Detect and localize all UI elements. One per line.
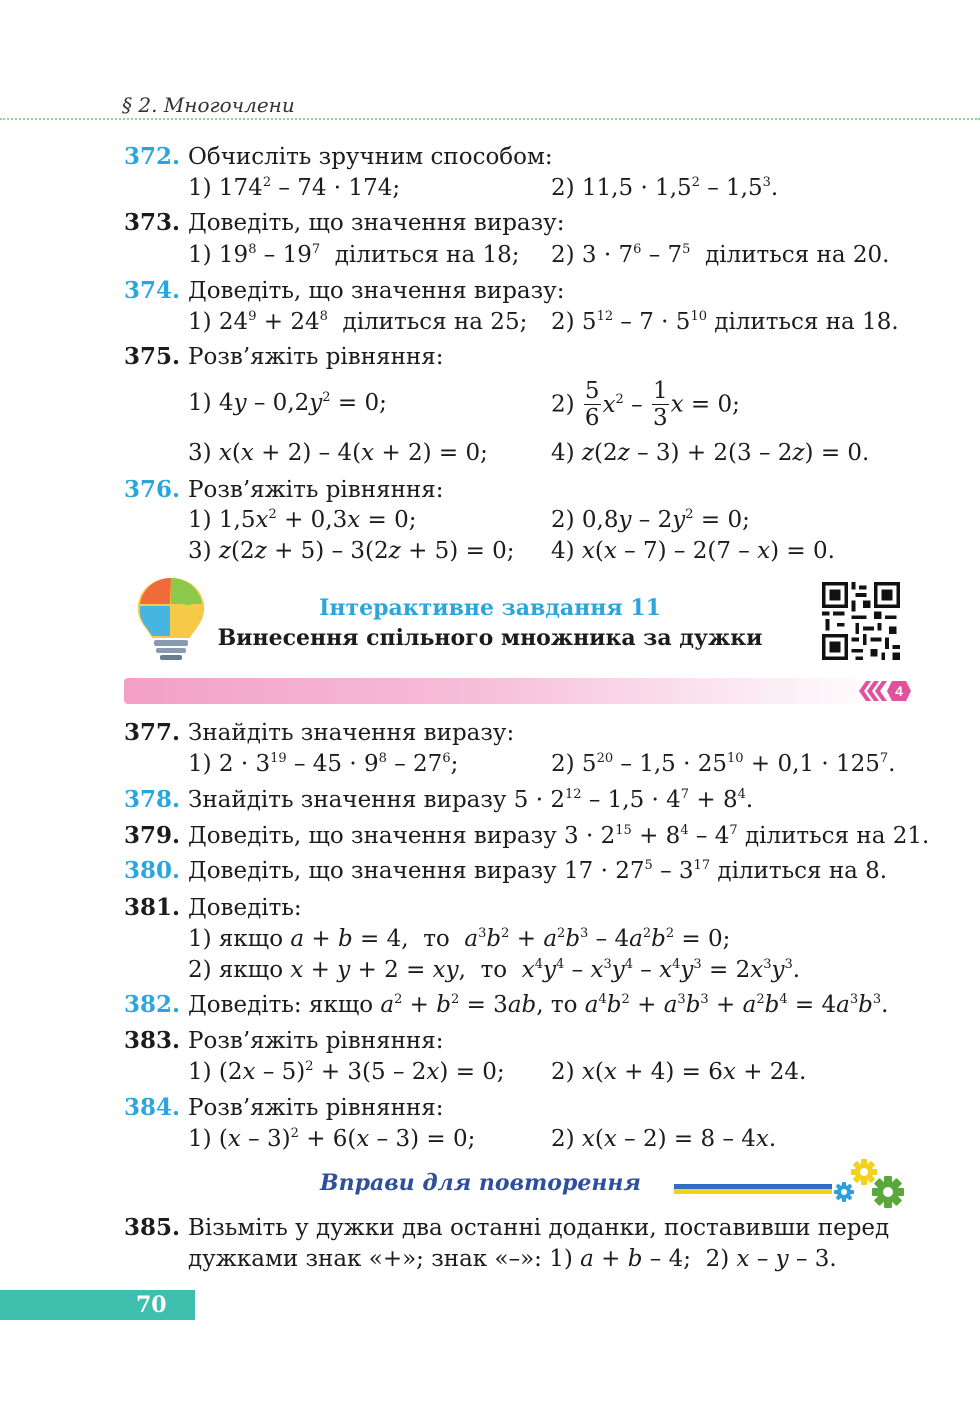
problem-number: 382. [124, 991, 181, 1018]
fraction: $\frac{5}{6}$ [584, 378, 600, 431]
item-3: 3) x(x + 2) – 4(x + 2) = 0; [188, 440, 488, 466]
problem-373-items [0, 240, 980, 270]
item-2: 2) $0,8y - 2y^2 = 0$; [551, 507, 750, 533]
item-1: 1) $24^9 + 24^8$ ділиться на 25; [188, 309, 528, 335]
item-2: 2) $11,5 \cdot 1,5^2 - 1,5^3$. [551, 175, 779, 201]
problem-number: 375. [124, 343, 181, 370]
problem-373 [0, 208, 980, 238]
problem-379 [0, 821, 980, 851]
problem-376 [0, 475, 980, 505]
item-1: 1) $174^2 - 74 \cdot 174$; [188, 175, 401, 201]
problem-number: 376. [124, 476, 181, 503]
problem-text: Доведіть, що значення виразу $17 \cdot 27^5 - 3^{17}$ ділиться на 8. [188, 858, 888, 884]
problem-381 [0, 893, 980, 923]
problem-number: 378. [124, 786, 181, 813]
problem-376-items-b [0, 536, 980, 566]
level-number: 4 [895, 683, 903, 699]
item-1: 1) (2x – 5)$^2$ + 3(5 – 2x) = 0; [188, 1059, 505, 1085]
problem-text: Доведіть, що значення виразу $3 \cdot 2^{15} + 8^4 - 4^7$ ділиться на 21. [188, 823, 930, 849]
problem-number: 381. [124, 894, 181, 921]
item-2: 2) x(x + 4) = 6x + 24. [551, 1059, 807, 1085]
problem-text: Розв’яжіть рівняння: [188, 1095, 444, 1121]
item-4: 4) z(2z – 3) + 2(3 – 2z) = 0. [551, 440, 870, 466]
item-1: 1) $1,5x^2 + 0,3x = 0$; [188, 507, 417, 533]
problem-number: 380. [124, 857, 181, 884]
problem-375 [0, 342, 980, 372]
problem-text: Обчисліть зручним способом: [188, 144, 553, 170]
interactive-task-subtitle: Винесення спільного множника за дужки [217, 625, 763, 651]
problem-number: 373. [124, 209, 181, 236]
problem-number: 372. [124, 143, 181, 170]
problem-text: дужками знак «+»; знак «–»: 1) a + b – 4; 2) x – y – 3. [188, 1246, 837, 1272]
item-1: 1) $2 \cdot 3^{19} - 45 \cdot 9^8 - 27^6$; [188, 751, 459, 777]
problem-380 [0, 856, 980, 886]
item-2: 2) $3 \cdot 7^6 - 7^5$ ділиться на 20. [551, 242, 890, 268]
problem-text: Розв’яжіть рівняння: [188, 1028, 444, 1054]
problem-381-item-1 [0, 924, 980, 954]
page-number: 70 [136, 1292, 167, 1318]
problem-number: 374. [124, 277, 181, 304]
item-2: 2) $5^{20} - 1,5 \cdot 25^{10} + 0,1 \cdot 125^7$. [551, 751, 896, 777]
problem-text: Знайдіть значення виразу $5 \cdot 2^{12} - 1,5 \cdot 4^7 + 8^4$. [188, 787, 754, 813]
problem-372-items [0, 173, 980, 203]
problem-375-items-a [0, 388, 980, 418]
item-2: 2) якщо x + y + 2 = xy, то $x^4y^4 - x^3y^4 - x^4y^3 = 2x^3y^3$. [188, 957, 801, 983]
item-2: 2) $5^{12} - 7 \cdot 5^{10}$ ділиться на 18. [551, 309, 899, 335]
problem-377-items [0, 749, 980, 779]
problem-number: 384. [124, 1094, 181, 1121]
item-1: 1) якщо a + b = 4, то $a^3b^2 + a^2b^3 - 4a^2b^2 = 0$; [188, 926, 731, 952]
problem-number: 383. [124, 1027, 181, 1054]
problem-text: Знайдіть значення виразу: [188, 720, 515, 746]
problem-382 [0, 990, 980, 1020]
problem-384-items [0, 1124, 980, 1154]
problem-381-item-2 [0, 955, 980, 985]
problem-377 [0, 718, 980, 748]
problem-385-line2 [0, 1244, 980, 1274]
running-header: § 2. Многочлени [122, 93, 295, 117]
problem-number: 385. [124, 1214, 181, 1241]
problem-385 [0, 1213, 980, 1243]
item-1: 1) $4y - 0,2y^2 = 0$; [188, 390, 387, 416]
problem-text: Доведіть, що значення виразу: [188, 278, 565, 304]
qr-code-icon[interactable] [820, 582, 902, 660]
problem-383-items [0, 1057, 980, 1087]
interactive-divider-bar [124, 678, 884, 704]
problem-372 [0, 142, 980, 172]
item-2: 2) $\frac{5}{6}$ $x^2$ – $\frac{1}{3}$ x = 0; [551, 378, 740, 431]
item-1: 1) (x – 3)$^2$ + 6(x – 3) = 0; [188, 1126, 476, 1152]
problem-number: 379. [124, 822, 181, 849]
fraction: $\frac{1}{3}$ [652, 378, 668, 431]
problem-text: Розв’яжіть рівняння: [188, 344, 444, 370]
problem-376-items-a [0, 505, 980, 535]
problem-text: Доведіть: [188, 895, 302, 921]
problem-374 [0, 276, 980, 306]
problem-384 [0, 1093, 980, 1123]
item-4: 4) x(x – 7) – 2(7 – x) = 0. [551, 538, 835, 564]
section-heading: Вправи для повторення [320, 1170, 641, 1196]
difficulty-level-badge [856, 680, 912, 702]
item-3: 3) z(2z + 5) – 3(2z + 5) = 0; [188, 538, 515, 564]
problem-text: Доведіть, що значення виразу: [188, 210, 565, 236]
flag-stripe [674, 1184, 832, 1194]
item-2: 2) x(x – 2) = 8 – 4x. [551, 1126, 777, 1152]
problem-383 [0, 1026, 980, 1056]
item-1: 1) $19^8 - 19^7$ ділиться на 18; [188, 242, 520, 268]
problem-text: Доведіть: якщо $a^2 + b^2 = 3ab$, то $a^4b^2 + a^3b^3 + a^2b^4 = 4a^3b^3$. [188, 992, 889, 1018]
problem-text: Розв’яжіть рівняння: [188, 477, 444, 503]
problem-375-items-b [0, 438, 980, 468]
header-divider [0, 118, 980, 120]
interactive-task-title: Інтерактивне завдання 11 [319, 595, 661, 621]
gears-icon [830, 1158, 910, 1210]
problem-number: 377. [124, 719, 181, 746]
problem-text: Візьміть у дужки два останні доданки, поставивши перед [188, 1215, 890, 1241]
problem-374-items [0, 307, 980, 337]
problem-378 [0, 785, 980, 815]
